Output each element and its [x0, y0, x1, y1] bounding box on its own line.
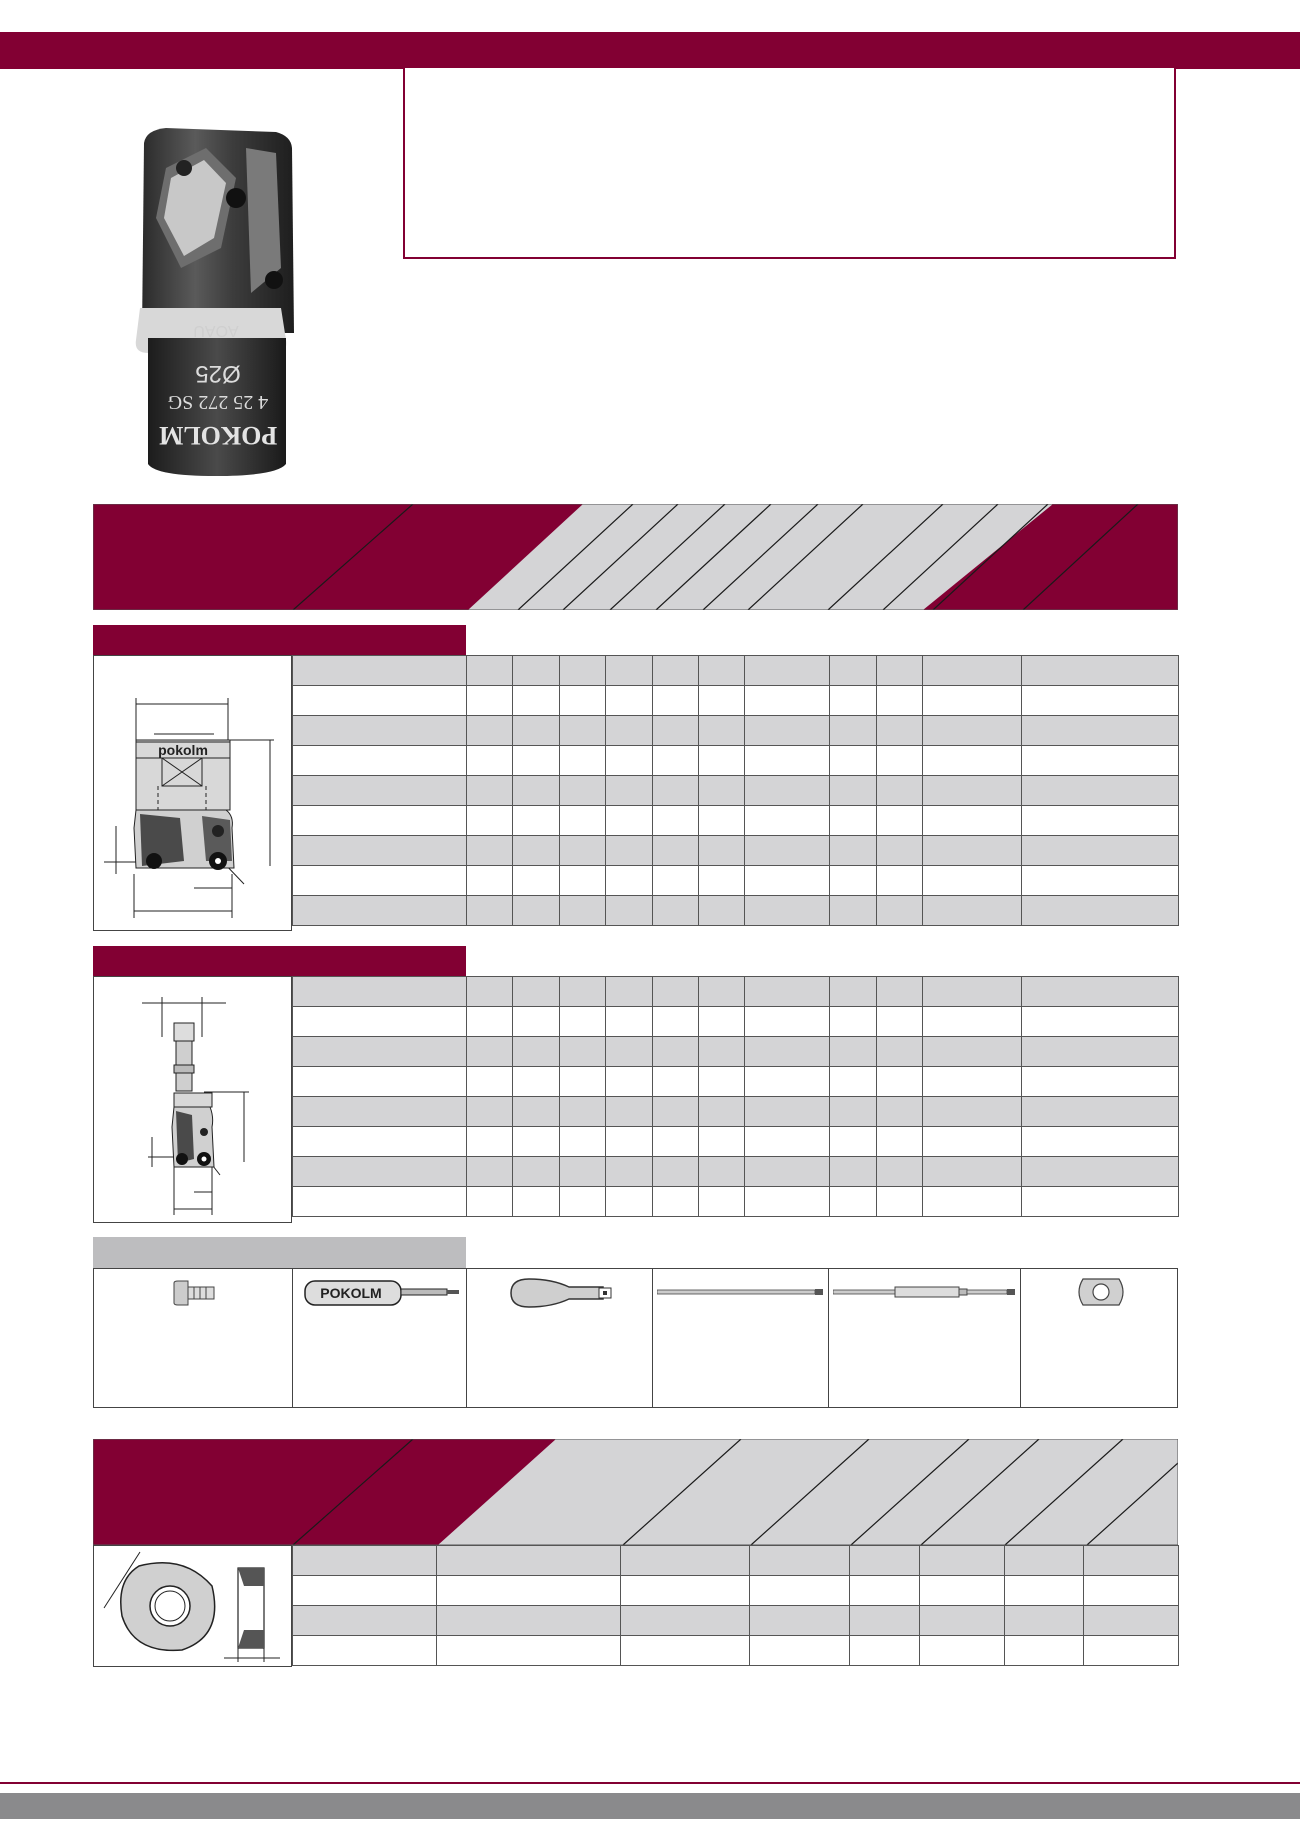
- accessory-screwdriver: [293, 1269, 467, 1407]
- table-row: [293, 866, 1179, 896]
- insert-drawing: [94, 1546, 290, 1664]
- engraving-article: 4 25 272 SG: [167, 391, 269, 413]
- holder-diagram-box-2: [93, 976, 292, 1223]
- insert-diagram-box: [93, 1545, 292, 1667]
- table-row: [293, 977, 1179, 1007]
- table-row: [293, 1097, 1179, 1127]
- section-tab-1: [93, 625, 466, 655]
- section-header-band-3: [93, 1439, 1178, 1545]
- section-tab-2: [93, 946, 466, 976]
- holder-drawing-1: [94, 656, 290, 928]
- screw-icon: [172, 1279, 216, 1307]
- accessory-screw: [94, 1269, 293, 1407]
- accessory-torque-key: [467, 1269, 653, 1407]
- screwdriver-icon: [303, 1277, 463, 1309]
- table-row: [293, 1546, 1179, 1576]
- clamp-icon: [1073, 1277, 1129, 1307]
- accessories-tab: [93, 1237, 466, 1268]
- table-row: [293, 836, 1179, 866]
- holder-table-2: [292, 976, 1179, 1217]
- blade-icon: [657, 1287, 825, 1297]
- table-row: [293, 686, 1179, 716]
- table-row: [293, 1127, 1179, 1157]
- accessory-extension-blade: [829, 1269, 1021, 1407]
- accessory-clamp: [1021, 1269, 1179, 1407]
- table-row: [293, 1606, 1179, 1636]
- table-row: [293, 1187, 1179, 1217]
- table-row: [293, 1636, 1179, 1666]
- info-box: [403, 68, 1176, 259]
- holder-diagram-box-1: [93, 655, 292, 931]
- table-row: [293, 656, 1179, 686]
- torque-key-icon: [507, 1275, 617, 1311]
- accessories-box: [93, 1268, 1178, 1408]
- table-row: [293, 896, 1179, 926]
- table-row: [293, 806, 1179, 836]
- screwdriver-handle-text: POKOLM: [320, 1285, 382, 1301]
- engraving-aoau: AOAU: [193, 322, 239, 339]
- engraving-brand: POKOLM: [158, 421, 278, 450]
- holder-table-1: [292, 655, 1179, 926]
- table-row: [293, 1067, 1179, 1097]
- table-row: [293, 776, 1179, 806]
- table-row: [293, 716, 1179, 746]
- section-header-band-1: [93, 504, 1178, 610]
- footer-line: [0, 1782, 1300, 1784]
- footer-bar: [0, 1793, 1300, 1819]
- product-photo: [126, 108, 298, 478]
- accessory-blade: [653, 1269, 829, 1407]
- table-row: [293, 1576, 1179, 1606]
- table-row: [293, 746, 1179, 776]
- insert-table: [292, 1545, 1179, 1666]
- table-row: [293, 1157, 1179, 1187]
- holder-drawing-2: [94, 977, 290, 1221]
- header-bar: [0, 32, 1300, 69]
- engraving-diameter: Ø25: [195, 360, 241, 387]
- insert-section-icon: [224, 1568, 280, 1662]
- extension-blade-icon: [833, 1281, 1017, 1303]
- table-row: [293, 1037, 1179, 1067]
- holder-logo-text: pokolm: [158, 742, 208, 758]
- insert-trigon-icon: [104, 1552, 215, 1650]
- table-row: [293, 1007, 1179, 1037]
